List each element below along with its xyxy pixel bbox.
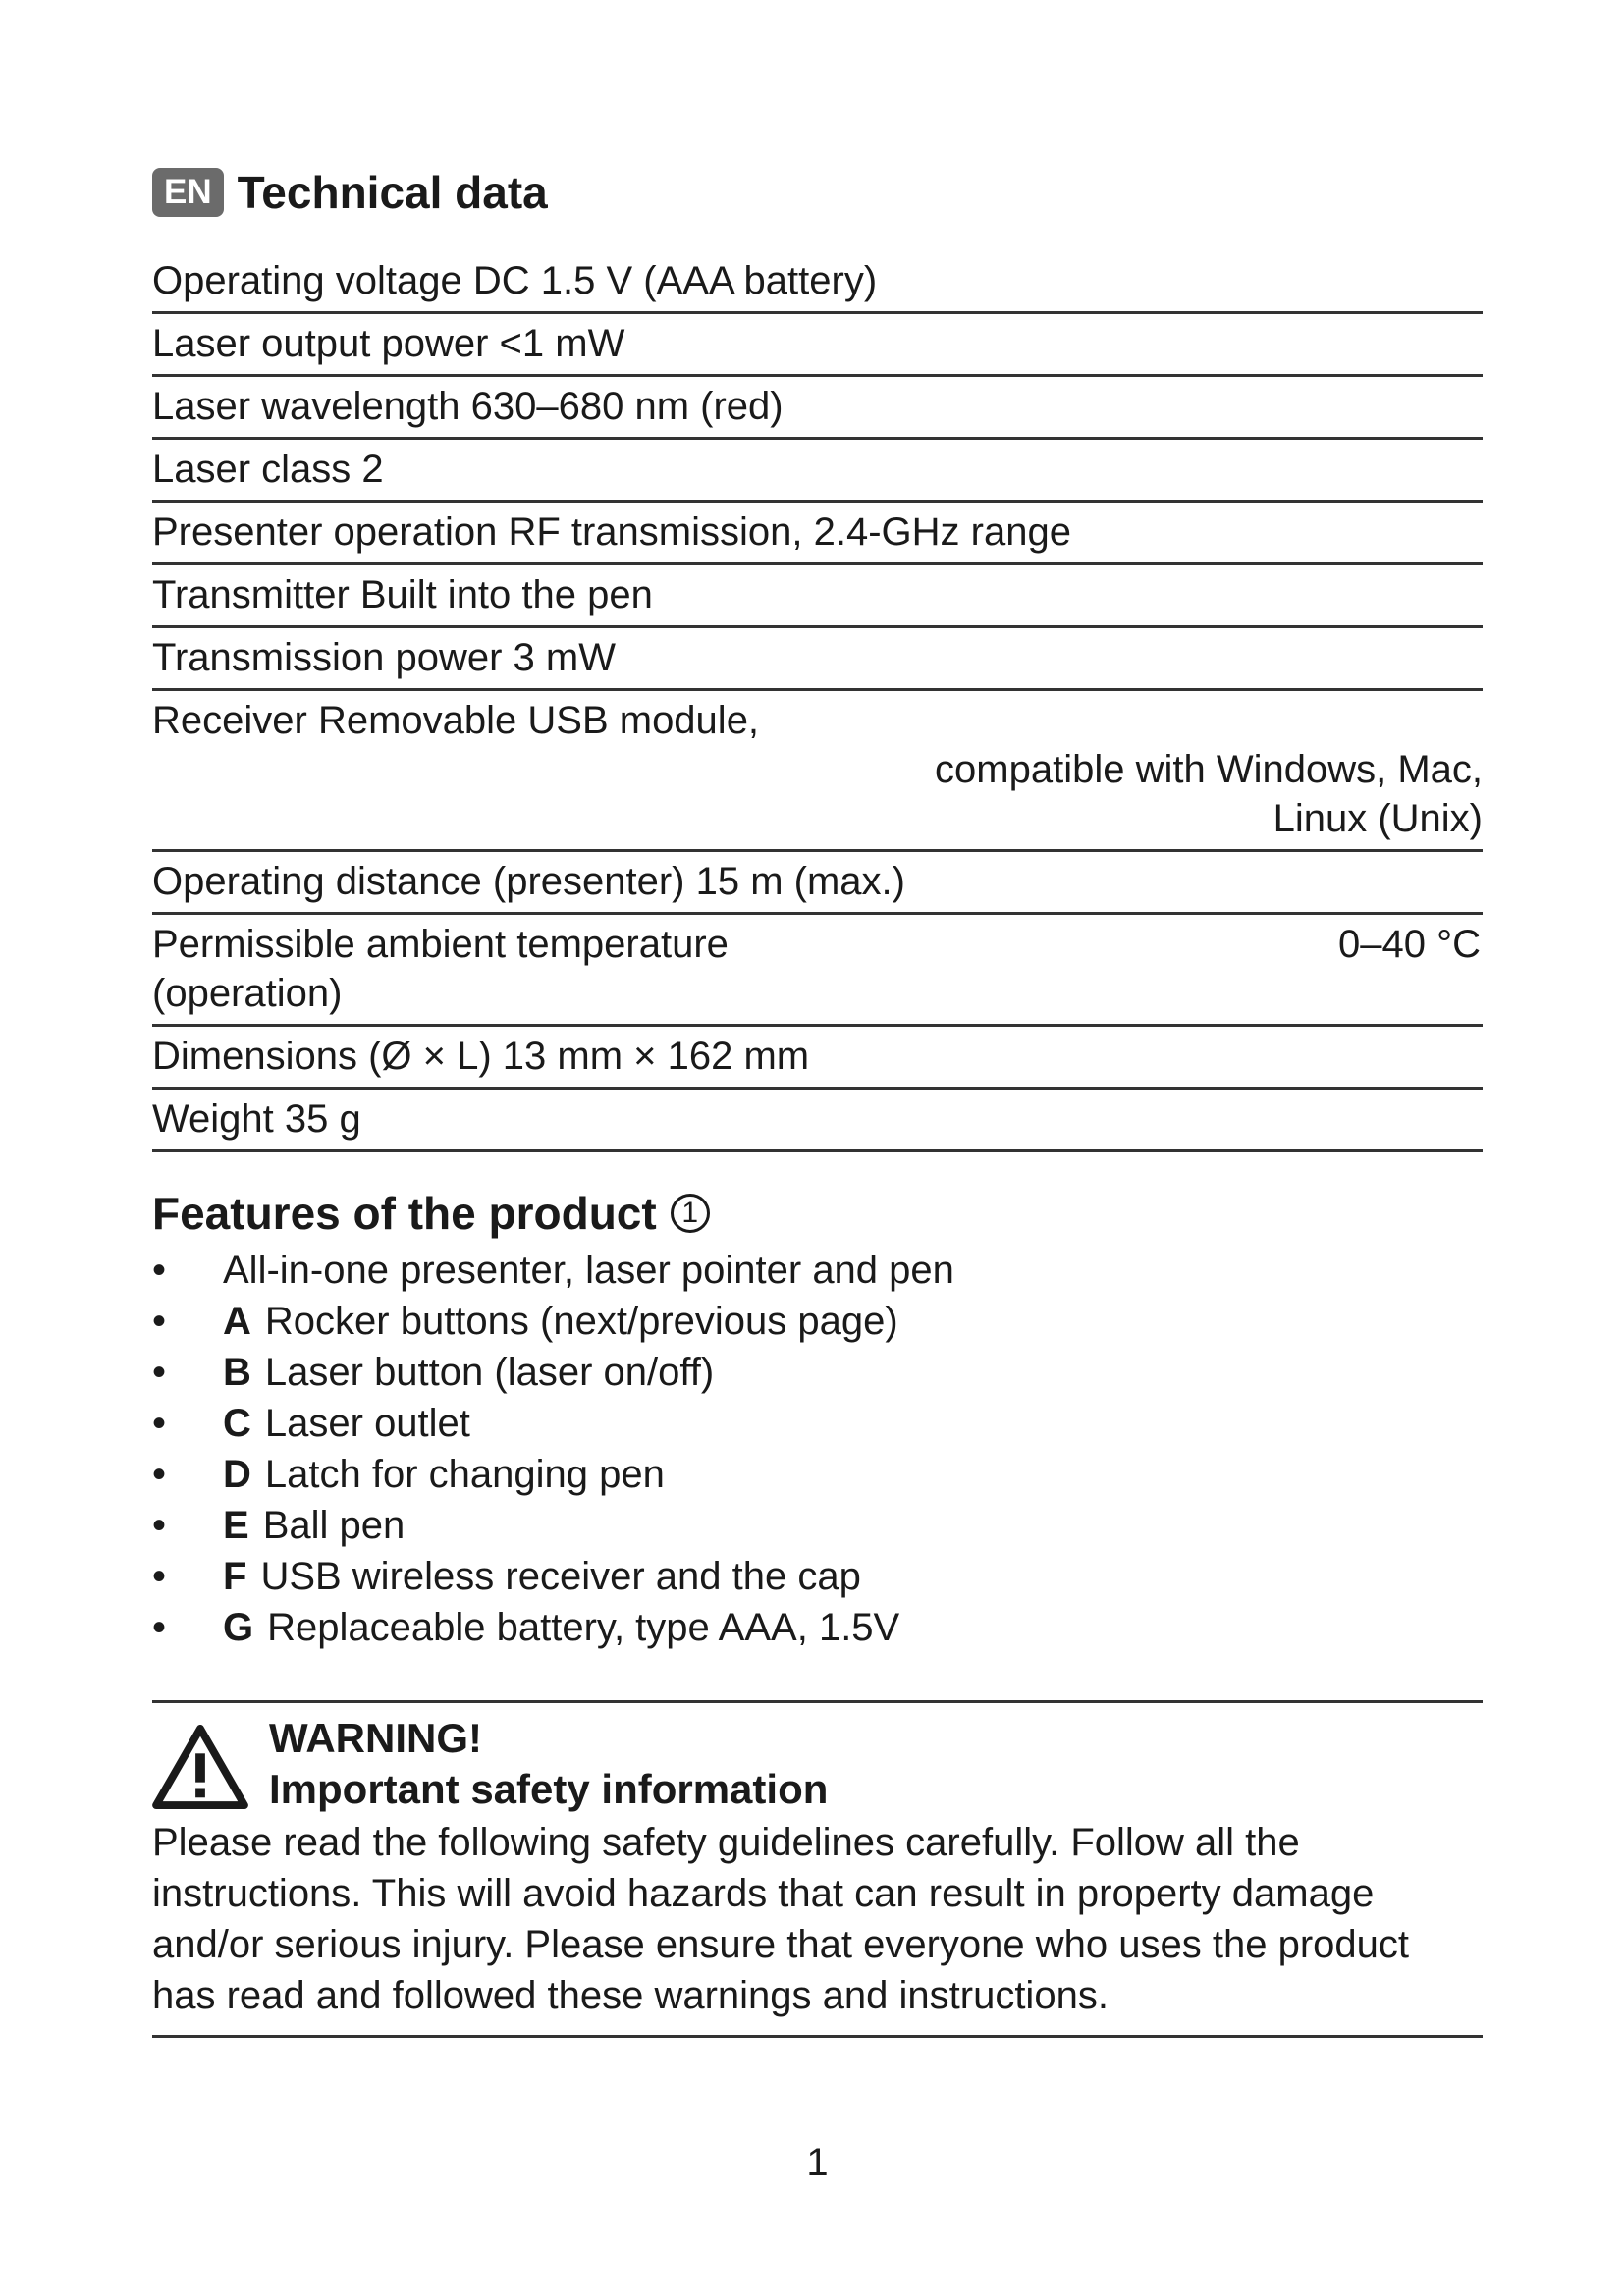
feature-letter: A (223, 1300, 251, 1343)
tech-row-value: 0–40 °C (1338, 923, 1481, 966)
tech-row-label: Operating voltage DC 1.5 V (AAA battery) (152, 259, 878, 302)
section-heading (152, 165, 548, 220)
feature-item (152, 1602, 1483, 1653)
feature-item (152, 1245, 1483, 1296)
tech-row (152, 915, 1483, 1027)
tech-row (152, 852, 1483, 915)
features-section (152, 1186, 1483, 1653)
warning-triangle-icon (152, 1725, 248, 1809)
warning-box (152, 1700, 1483, 2038)
feature-text: Replaceable battery, type AAA, 1.5V (267, 1606, 900, 1649)
feature-letter: F (223, 1555, 247, 1598)
bullet-icon: • (152, 1453, 167, 1496)
feature-text: Latch for changing pen (264, 1453, 665, 1496)
feature-letter: D (223, 1453, 251, 1496)
manual-page (152, 0, 1483, 2296)
feature-letter: G (223, 1606, 254, 1649)
feature-text: Laser button (laser on/off) (264, 1351, 715, 1394)
tech-row (152, 565, 1483, 628)
tech-row-label: Laser wavelength 630–680 nm (red) (152, 385, 784, 428)
tech-row-label: Dimensions (Ø × L) 13 mm × 162 mm (152, 1035, 810, 1078)
bullet-icon: • (152, 1606, 167, 1649)
warning-body: Please read the following safety guidelines carefully. Follow all the instructions. This will avoid hazards that can result in property damage and/or serious injury. Please ensure that everyone who uses the product has read and followed these warnings and instructions. (152, 1821, 1409, 2017)
bullet-icon: • (152, 1249, 167, 1292)
tech-row (152, 691, 1483, 852)
tech-row (152, 503, 1483, 565)
bullet-icon: • (152, 1504, 167, 1547)
tech-row-label: Permissible ambient temperature (152, 923, 729, 966)
warning-title: WARNING! (269, 1715, 482, 1761)
tech-row (152, 314, 1483, 377)
tech-row-label: Receiver Removable USB module, (152, 699, 760, 742)
features-title: Features of the product (152, 1188, 657, 1239)
feature-item (152, 1296, 1483, 1347)
tech-row-label: Laser class 2 (152, 448, 384, 491)
tech-row-label: Weight 35 g (152, 1097, 361, 1141)
feature-item (152, 1347, 1483, 1398)
feature-text: Ball pen (262, 1504, 406, 1547)
features-heading (152, 1186, 1483, 1241)
tech-row-label: Presenter operation RF transmission, 2.4-GHz range (152, 510, 1071, 554)
bullet-icon: • (152, 1351, 167, 1394)
feature-item (152, 1500, 1483, 1551)
warning-header (152, 1711, 1483, 1815)
feature-text: USB wireless receiver and the cap (260, 1555, 861, 1598)
feature-letter: B (223, 1351, 251, 1394)
feature-text: Rocker buttons (next/previous page) (264, 1300, 898, 1343)
tech-row (152, 377, 1483, 440)
feature-item (152, 1398, 1483, 1449)
tech-row-label: Operating distance (presenter) 15 m (max.) (152, 860, 905, 903)
feature-text: Laser outlet (264, 1402, 470, 1445)
figure-ref-badge: 1 (671, 1194, 710, 1233)
feature-item (152, 1449, 1483, 1500)
technical-data-table (152, 251, 1483, 1152)
tech-row (152, 1090, 1483, 1152)
tech-row (152, 440, 1483, 503)
tech-row-label: Laser output power <1 mW (152, 322, 625, 365)
tech-row (152, 251, 1483, 314)
page-number: 1 (806, 2141, 829, 2184)
language-badge: EN (152, 168, 224, 217)
feature-text: All-in-one presenter, laser pointer and pen (223, 1249, 954, 1292)
bullet-icon: • (152, 1402, 167, 1445)
feature-letter: E (223, 1504, 249, 1547)
page-title: Technical data (237, 167, 548, 218)
tech-row-label-continued: (operation) (152, 972, 343, 1015)
tech-row (152, 628, 1483, 691)
bullet-icon: • (152, 1300, 167, 1343)
feature-letter: C (223, 1402, 251, 1445)
tech-row-extra-line: Linux (Unix) (1272, 797, 1483, 840)
feature-item (152, 1551, 1483, 1602)
tech-row-extra-line: compatible with Windows, Mac, (935, 748, 1483, 791)
features-list (152, 1245, 1483, 1653)
tech-row (152, 1027, 1483, 1090)
tech-row-label: Transmitter Built into the pen (152, 573, 653, 616)
bullet-icon: • (152, 1555, 167, 1598)
warning-subtitle: Important safety information (269, 1766, 829, 1812)
tech-row-label: Transmission power 3 mW (152, 636, 616, 679)
